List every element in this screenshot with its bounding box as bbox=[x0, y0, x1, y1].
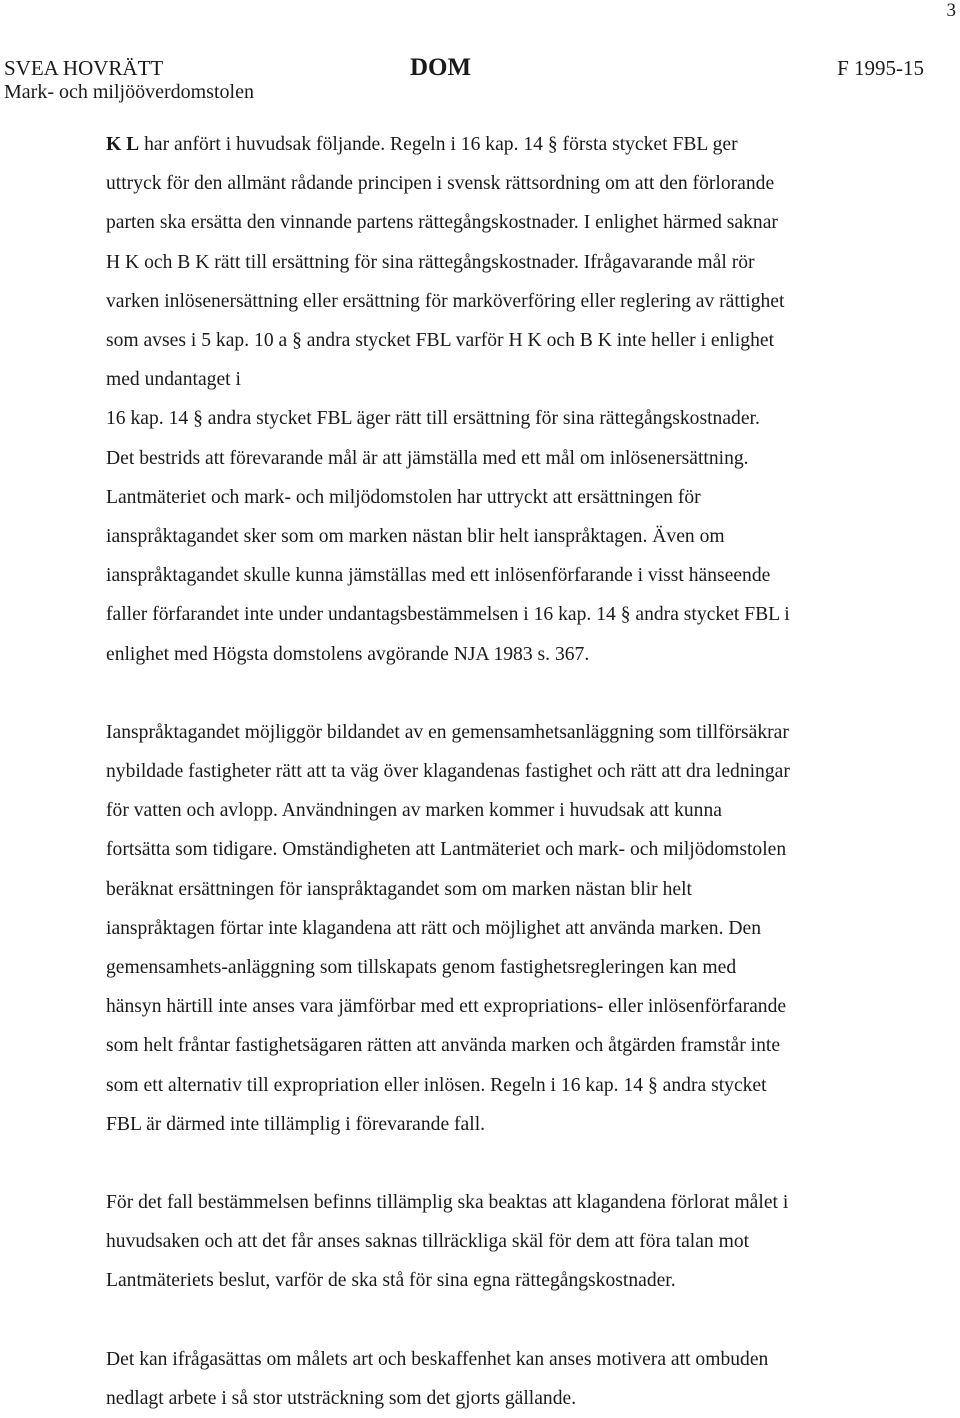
paragraph-line: Lantmäteriet och mark- och miljödomstolen har uttryckt att ersättningen för bbox=[106, 486, 701, 508]
paragraph-line: hänsyn härtill inte anses vara jämförbar med ett expropriations- eller inlösenförfarande bbox=[106, 996, 787, 1018]
paragraph-line: som avses i 5 kap. 10 a § andra stycket FBL varför H K och B K inte heller i enlighet bbox=[106, 330, 775, 352]
paragraph-line: nybildade fastigheter rätt att ta väg över klagandenas fastighet och rätt att dra ledningar bbox=[106, 761, 790, 783]
paragraph-line: med undantaget i bbox=[106, 369, 241, 391]
paragraph-spacer bbox=[106, 1301, 906, 1340]
paragraph-line: nedlagt arbete i så stor utsträckning som det gjorts gällande. bbox=[106, 1387, 577, 1409]
paragraph-line bbox=[106, 134, 738, 155]
paragraph-line: uttryck för den allmänt rådande principen i svensk rättsordning om att den förlorande bbox=[106, 173, 775, 195]
court-division: Mark- och miljööverdomstolen bbox=[4, 81, 254, 103]
paragraph-spacer bbox=[106, 1144, 906, 1183]
paragraph-line: 16 kap. 14 § andra stycket FBL äger rätt till ersättning för sina rättegångskostnader. bbox=[106, 408, 760, 430]
paragraph-1 bbox=[106, 125, 906, 674]
paragraph-3 bbox=[106, 1183, 906, 1301]
paragraph-line: Det bestrids att förevarande mål är att jämställa med ett mål om inlösenersättning. bbox=[106, 447, 749, 469]
paragraph-line: ianspråktagen förtar inte klagandena att rätt och möjlighet att använda marken. Den bbox=[106, 917, 762, 939]
paragraph-line: som helt fråntar fastighetsägaren rätten att använda marken och åtgärden framstår inte bbox=[106, 1035, 781, 1057]
document-body bbox=[106, 125, 906, 1418]
court-name: SVEA HOVRÄTT bbox=[4, 56, 164, 80]
paragraph-line: beräknat ersättningen för ianspråktagandet som om marken nästan blir helt bbox=[106, 878, 692, 900]
paragraph-line: varken inlösenersättning eller ersättning för marköverföring eller reglering av rättighet bbox=[106, 290, 785, 312]
case-number: F 1995-15 bbox=[837, 56, 924, 80]
paragraph-line: FBL är därmed inte tillämplig i förevarande fall. bbox=[106, 1113, 486, 1135]
paragraph-line: H K och B K rätt till ersättning för sina rättegångskostnader. Ifrågavarande mål rör bbox=[106, 251, 755, 273]
paragraph-line: parten ska ersätta den vinnande partens rättegångskostnader. I enlighet härmed saknar bbox=[106, 212, 778, 234]
paragraph-line: för vatten och avlopp. Användningen av marken kommer i huvudsak att kunna bbox=[106, 800, 722, 822]
paragraph-line: faller förfarandet inte under undantagsbestämmelsen i 16 kap. 14 § andra stycket FBL i bbox=[106, 604, 790, 626]
paragraph-line: som ett alternativ till expropriation eller inlösen. Regeln i 16 kap. 14 § andra stycket bbox=[106, 1074, 767, 1096]
paragraph-4 bbox=[106, 1340, 906, 1418]
paragraph-spacer bbox=[106, 674, 906, 713]
paragraph-line: ianspråktagandet sker som om marken nästan blir helt ianspråktagen. Även om bbox=[106, 526, 725, 548]
line-text: har anfört i huvudsak följande. Regeln i 16 kap. 14 § första stycket FBL ger bbox=[139, 134, 738, 155]
paragraph-line: Ianspråktagandet möjliggör bildandet av en gemensamhetsanläggning som tillförsäkrar bbox=[106, 721, 789, 743]
party-initials: K L bbox=[106, 134, 140, 155]
document-type: DOM bbox=[410, 54, 472, 81]
document-header bbox=[4, 55, 924, 107]
page-number: 3 bbox=[946, 0, 956, 21]
paragraph-line: gemensamhets-anläggning som tillskapats genom fastighetsregleringen kan med bbox=[106, 957, 737, 979]
paragraph-line: enlighet med Högsta domstolens avgörande NJA 1983 s. 367. bbox=[106, 643, 590, 665]
paragraph-line: fortsätta som tidigare. Omständigheten att Lantmäteriet och mark- och miljödomstolen bbox=[106, 839, 787, 861]
paragraph-2 bbox=[106, 713, 906, 1144]
paragraph-line: Det kan ifrågasättas om målets art och beskaffenhet kan anses motivera att ombuden bbox=[106, 1348, 769, 1370]
paragraph-line: huvudsaken och att det får anses saknas tillräckliga skäl för dem att föra talan mot bbox=[106, 1231, 750, 1253]
paragraph-line: ianspråktagandet skulle kunna jämställas med ett inlösenförfarande i visst hänseende bbox=[106, 565, 771, 587]
paragraph-line: För det fall bestämmelsen befinns tillämplig ska beaktas att klagandena förlorat målet i bbox=[106, 1192, 789, 1214]
paragraph-line: Lantmäteriets beslut, varför de ska stå för sina egna rättegångskostnader. bbox=[106, 1270, 676, 1292]
